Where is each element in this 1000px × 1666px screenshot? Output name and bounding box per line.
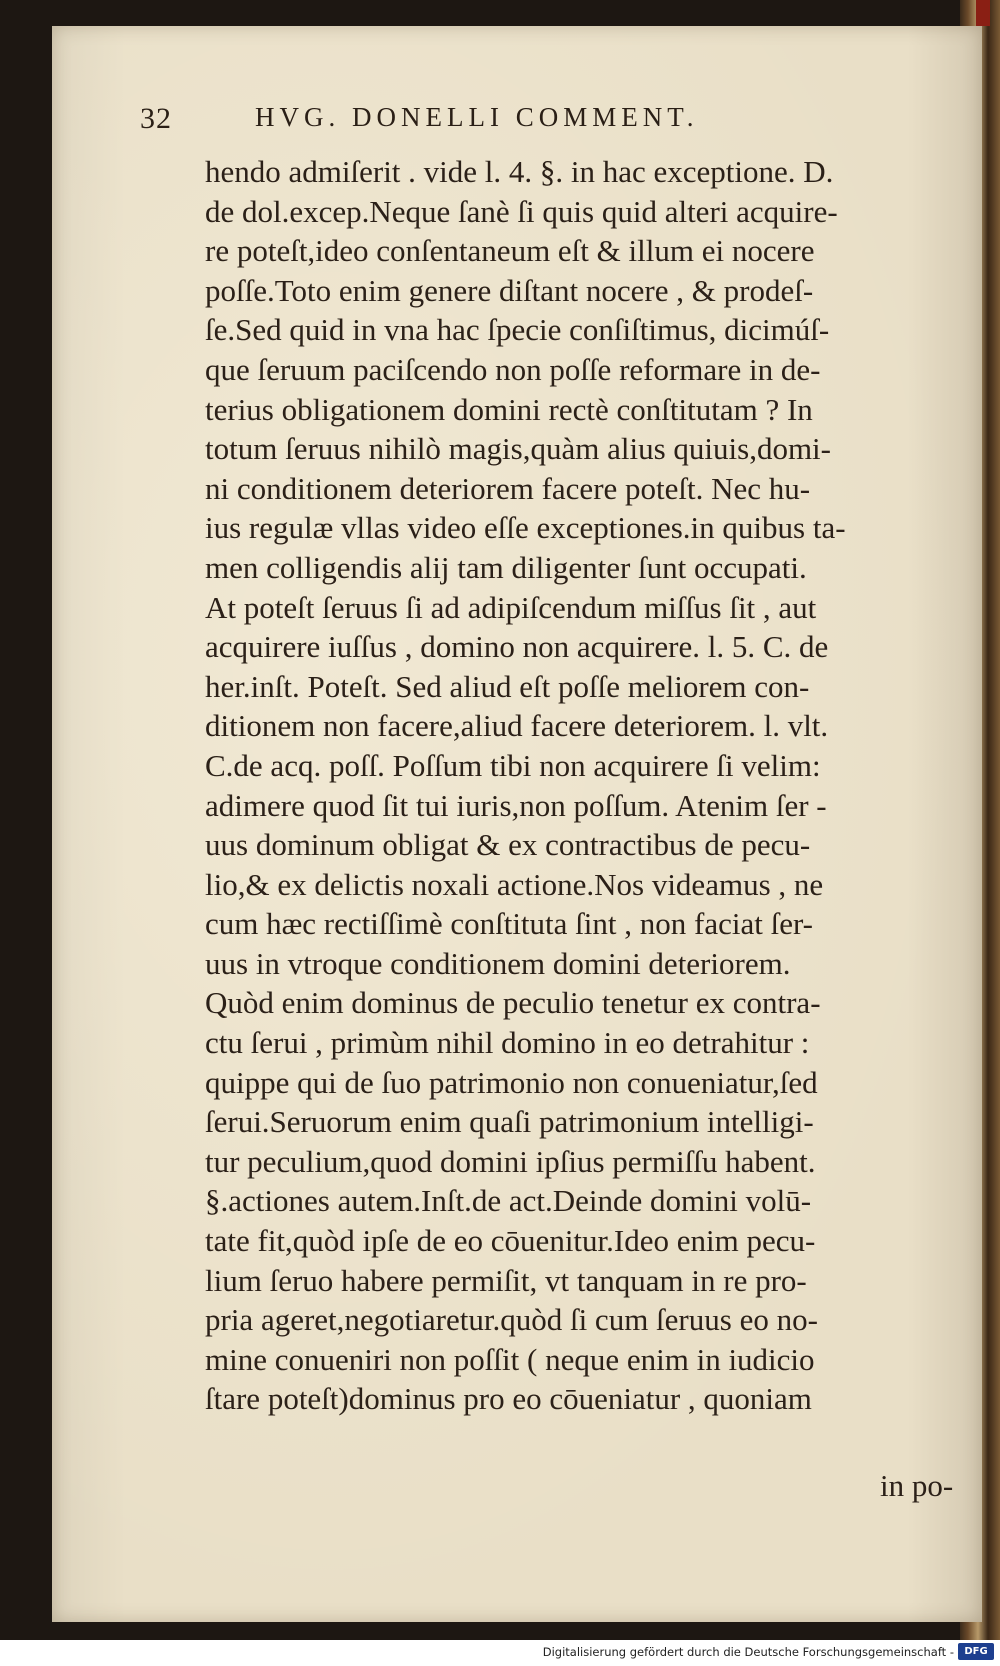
text-line: uus dominum obligat & ex contractibus de pecu- bbox=[205, 827, 811, 863]
funding-credit: Digitalisierung gefördert durch die Deutsche Forschungsgemeinschaft - bbox=[542, 1645, 954, 1659]
text-line: uus in vtroque conditionem domini deteriorem. bbox=[205, 945, 791, 981]
text-line: her.inſt. Poteſt. Sed aliud eſt poſſe meliorem con- bbox=[205, 668, 810, 704]
text-line: ctu ſerui , primùm nihil domino in eo detrahitur : bbox=[205, 1025, 810, 1061]
text-line: lium ſeruo habere permiſit, vt tanquam in re pro- bbox=[205, 1262, 807, 1298]
running-head: HVG. DONELLI COMMENT. bbox=[255, 102, 699, 132]
body-text bbox=[205, 152, 967, 1419]
text-line: pria ageret,negotiaretur.quòd ſi cum ſeruus eo no- bbox=[205, 1302, 818, 1338]
text-line: lio,& ex delictis noxali actione.Nos videamus , ne bbox=[205, 866, 824, 902]
text-line: acquirere iuſſus , domino non acquirere. l. 5. C. de bbox=[205, 629, 829, 665]
text-line: que ſeruum paciſcendo non poſſe reformare in de- bbox=[205, 351, 821, 387]
text-line: tate fit,quòd ipſe de eo cōuenitur.Ideo enim pecu- bbox=[205, 1223, 816, 1259]
text-line: re poteſt,ideo conſentaneum eſt & illum ei nocere bbox=[205, 233, 815, 269]
text-line: ſerui.Seruorum enim quaſi patrimonium intelligi- bbox=[205, 1104, 814, 1140]
text-line: C.de acq. poſſ. Poſſum tibi non acquirere ſi velim: bbox=[205, 747, 821, 783]
text-line: At poteſt ſeruus ſi ad adipiſcendum miſſus ſit , aut bbox=[205, 589, 817, 625]
text-line: ditionem non facere,aliud facere deteriorem. l. vlt. bbox=[205, 708, 829, 744]
text-line: de dol.excep.Neque ſanè ſi quis quid alteri acquire- bbox=[205, 193, 838, 229]
footer-bar bbox=[0, 1640, 1000, 1666]
dfg-logo: DFG bbox=[958, 1643, 994, 1660]
text-line: mine conueniri non poſſit ( neque enim in iudicio bbox=[205, 1341, 815, 1377]
text-line: hendo admiſerit . vide l. 4. §. in hac exceptione. D. bbox=[205, 154, 834, 189]
text-line: totum ſeruus nihilò magis,quàm alius quiuis,domi- bbox=[205, 431, 831, 467]
text-line: men colligendis alij tam diligenter ſunt occupati. bbox=[205, 549, 807, 585]
bookmark-ribbon bbox=[976, 0, 990, 26]
catchword: in po- bbox=[880, 1468, 954, 1503]
text-line: poſſe.Toto enim genere diſtant nocere , & prodeſ- bbox=[205, 272, 814, 308]
text-line: quippe qui de ſuo patrimonio non conueniatur,ſed bbox=[205, 1064, 818, 1100]
text-line: cum hæc rectiſſimè conſtituta ſint , non faciat ſer- bbox=[205, 906, 813, 942]
text-line: ni conditionem deteriorem facere poteſt. Nec hu- bbox=[205, 470, 811, 506]
text-line: Quòd enim dominus de peculio tenetur ex contra- bbox=[205, 985, 821, 1021]
text-line: ſtare poteſt)dominus pro eo cōueniatur , quoniam bbox=[205, 1381, 812, 1417]
text-line: ius regulæ vllas video eſſe exceptiones.in quibus ta- bbox=[205, 510, 846, 546]
text-line: tur peculium,quod domini ipſius permiſſu habent. bbox=[205, 1143, 816, 1179]
text-line: adimere quod ſit tui iuris,non poſſum. Atenim ſer - bbox=[205, 787, 827, 823]
page-number: 32 bbox=[140, 102, 172, 135]
text-line: §.actiones autem.Inſt.de act.Deinde domini volū- bbox=[205, 1183, 812, 1219]
text-line: ſe.Sed quid in vna hac ſpecie conſiſtimus, dicimúſ- bbox=[205, 312, 830, 348]
text-line: terius obligationem domini rectè conſtitutam ? In bbox=[205, 391, 813, 427]
